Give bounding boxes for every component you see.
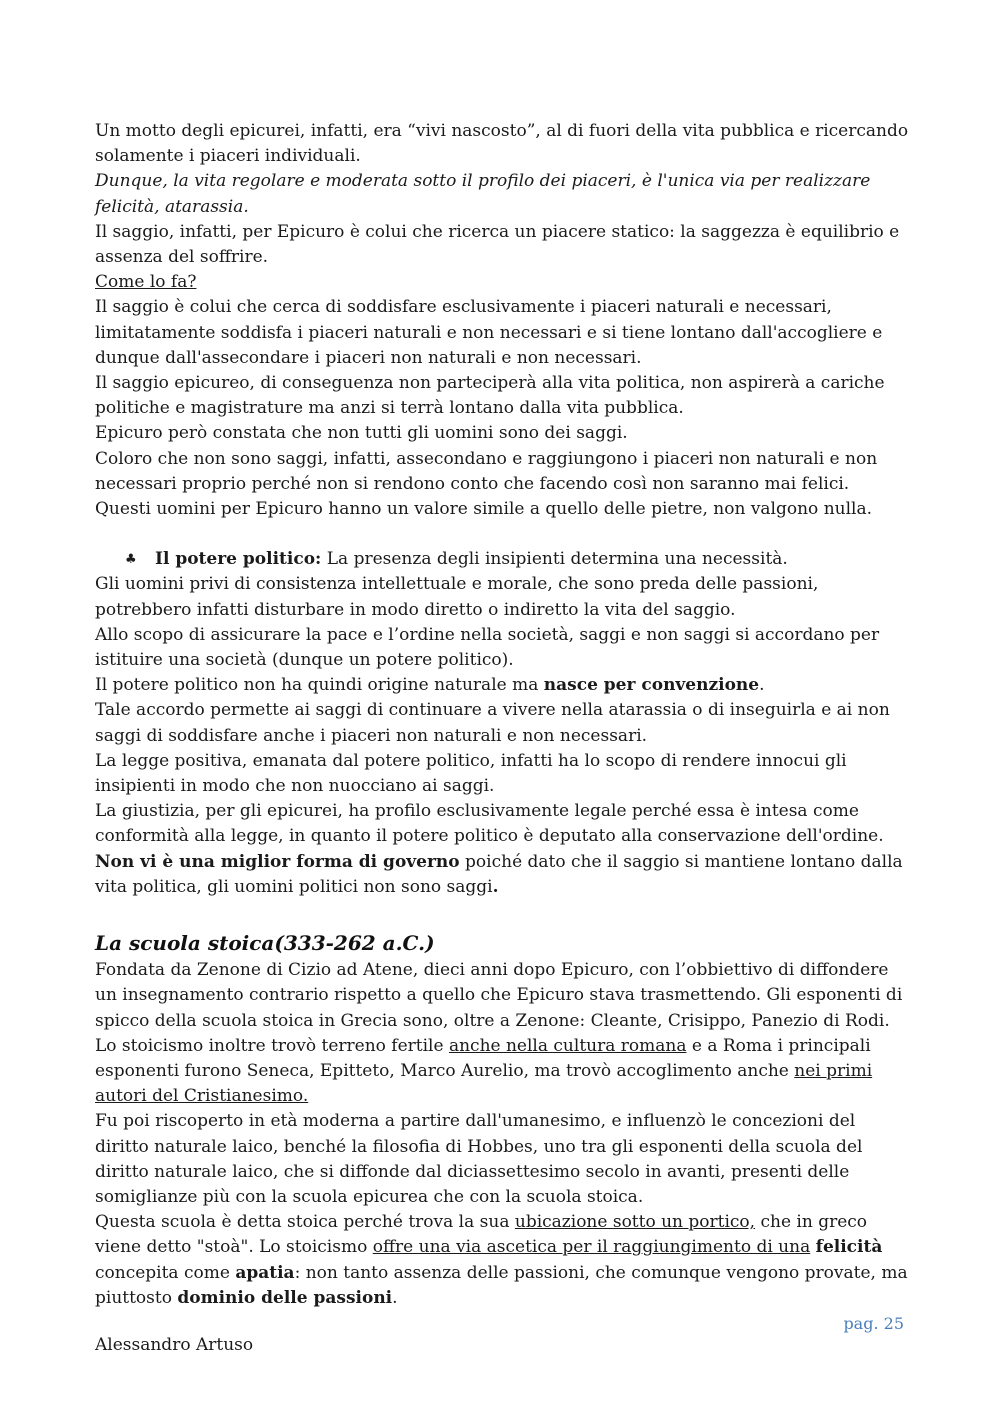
paragraph: Questi uomini per Epicuro hanno un valore simile a quello delle pietre, non valgono nulla. xyxy=(95,499,873,520)
bullet-item xyxy=(95,547,910,572)
paragraph xyxy=(95,850,910,900)
text-run: poiché dato che il saggio si mantiene lontano dalla vita politica, gli uomini politici non sono saggi xyxy=(95,851,903,897)
bold-run: . xyxy=(492,876,499,897)
italic-paragraph: Dunque, la vita regolare e moderata sotto il profilo dei piaceri, è l'unica via per realizzare felicità, atarassia. xyxy=(95,171,871,217)
underlined-run: offre una via ascetica per il raggiungimento di una xyxy=(372,1237,811,1258)
underlined-question: Come lo fa? xyxy=(95,272,197,293)
text-run: concepita come xyxy=(95,1262,236,1283)
paragraph: Coloro che non sono saggi, infatti, assecondano e raggiungono i piaceri non naturali e non necessari proprio perché non si rendono conto che facendo così non saranno mai felici. xyxy=(95,448,878,494)
paragraph: Il saggio epicureo, di conseguenza non parteciperà alla vita politica, non aspirerà a cariche politiche e magistrature ma anzi si terrà lontano dalla vita pubblica. xyxy=(95,373,885,419)
underlined-run: nei primi autori del Cristianesimo. xyxy=(95,1060,873,1107)
paragraph: Tale accordo permette ai saggi di continuare a vivere nella atarassia o di inseguirla e ai non saggi di soddisfare anche i piaceri non naturali e non necessari. xyxy=(95,700,890,746)
paragraph: Epicuro però constata che non tutti gli uomini sono dei saggi. xyxy=(95,423,628,444)
page-number: pag. 25 xyxy=(843,1314,904,1333)
paragraph: La legge positiva, emanata dal potere politico, infatti ha lo scopo di rendere innocui gli insipienti in modo che non nuocciano ai saggi. xyxy=(95,750,847,797)
paragraph: Un motto degli epicurei, infatti, era “vivi nascosto”, al di fuori della vita pubblica e ricercando solamente i piaceri individuali. xyxy=(95,121,909,167)
author-name: Alessandro Artuso xyxy=(95,1335,254,1355)
text-run: Questa scuola è detta stoica perché trova la sua xyxy=(95,1212,515,1233)
club-bullet-icon: ♣ xyxy=(125,552,137,568)
paragraph: Fu poi riscoperto in età moderna a partire dall'umanesimo, e influenzò le concezioni del diritto naturale laico, benché la filosofia di Hobbes, uno tra gli esponenti della scuola del diritto naturale laico, che si diffonde dal diciassettesimo secolo in avanti, presenti delle somiglianze più con la scuola epicurea che con la scuola stoica. xyxy=(95,1111,863,1207)
paragraph: La giustizia, per gli epicurei, ha profilo esclusivamente legale perché essa è intesa come conformità alla legge, in quanto il potere politico è deputato alla conservazione dell'ordine. xyxy=(95,801,884,847)
paragraph: Gli uomini privi di consistenza intellettuale e morale, che sono preda delle passioni, potrebbero infatti disturbare in modo diretto o indiretto la vita del saggio. xyxy=(95,574,819,620)
text-run: che in greco viene detto "stoà". Lo stoicismo xyxy=(95,1212,868,1258)
bullet-bold-label: Il potere politico: xyxy=(155,549,322,570)
text-run: . xyxy=(759,675,765,696)
paragraph xyxy=(95,673,910,698)
section-heading: La scuola stoica(333-262 a.C.) xyxy=(95,931,435,956)
text-run: e a Roma i principali esponenti furono Seneca, Epitteto, Marco Aurelio, ma trovò accoglimento anche xyxy=(95,1035,871,1081)
spacer xyxy=(95,522,910,547)
bullet-body: La presenza degli insipienti determina una necessità. xyxy=(321,549,788,570)
paragraph: Il saggio è colui che cerca di soddisfare esclusivamente i piaceri naturali e necessari, limitatamente soddisfa i piaceri naturali e non necessari e si tiene lontano dall'accogliere e dunque dall'assecondare i piaceri non naturali e non necessari. xyxy=(95,297,883,368)
paragraph xyxy=(95,1210,910,1311)
paragraph xyxy=(95,1034,910,1110)
bullet-text xyxy=(125,547,910,572)
bold-run: dominio delle passioni xyxy=(177,1287,393,1308)
underlined-run: anche nella cultura romana xyxy=(448,1035,687,1056)
paragraph: Il saggio, infatti, per Epicuro è colui che ricerca un piacere statico: la saggezza è equilibrio e assenza del soffrire. xyxy=(95,221,900,268)
text-run: : non tanto assenza delle passioni, che comunque vengono provate, ma piuttosto xyxy=(95,1262,908,1308)
text-run: Lo stoicismo inoltre trovò terreno fertile xyxy=(95,1035,449,1056)
underlined-run: ubicazione sotto un portico, xyxy=(514,1212,756,1233)
page-body xyxy=(95,119,910,1311)
paragraph: Allo scopo di assicurare la pace e l’ordine nella società, saggi e non saggi si accordano per istituire una società (dunque un potere politico). xyxy=(95,624,880,671)
bold-run: felicità xyxy=(815,1237,883,1258)
bold-run: apatia xyxy=(235,1262,295,1283)
paragraph: Fondata da Zenone di Cizio ad Atene, dieci anni dopo Epicuro, con l’obbiettivo di diffondere un insegnamento contrario rispetto a quello che Epicuro stava trasmettendo. Gli esponenti di spicco della scuola stoica in Grecia sono, oltre a Zenone: Cleante, Crisippo, Panezio di Rodi. xyxy=(95,960,903,1031)
text-run: . xyxy=(392,1287,398,1308)
bold-run: Non vi è una miglior forma di governo xyxy=(95,851,460,872)
bold-run: nasce per convenzione xyxy=(543,675,760,696)
text-run: Il potere politico non ha quindi origine naturale ma xyxy=(95,675,544,696)
